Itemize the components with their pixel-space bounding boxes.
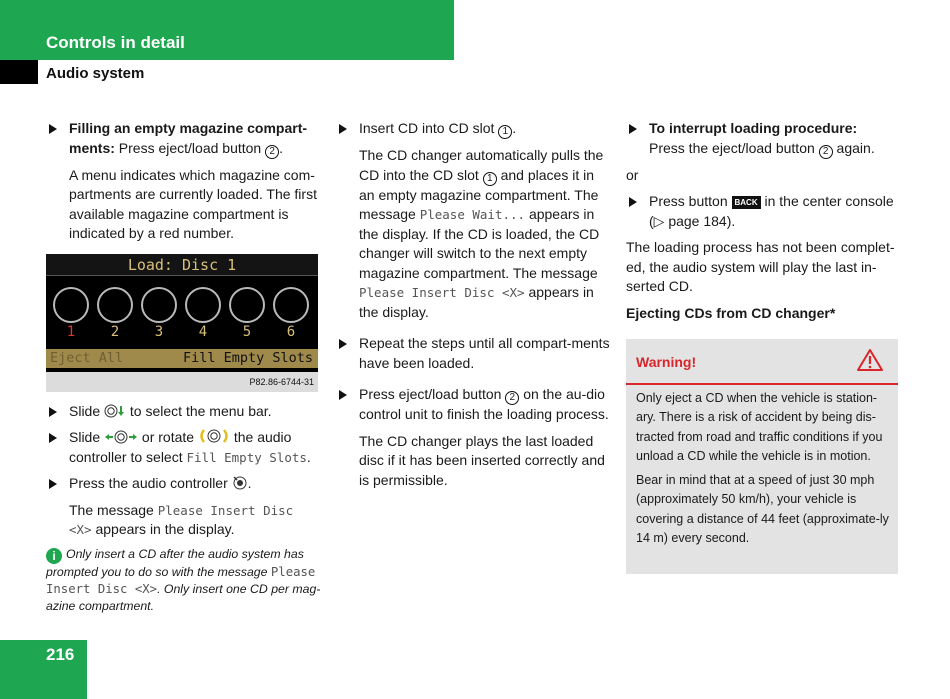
step-text: Repeat the steps until all compart-ments have been loaded. xyxy=(359,335,610,371)
warning-triangle-icon xyxy=(856,348,884,372)
page-title: Controls in detail xyxy=(46,33,185,52)
text: The message xyxy=(69,501,158,518)
menu-eject-all: Eject All xyxy=(50,349,124,366)
warning-title: Warning! xyxy=(636,354,697,370)
callout-number: 2 xyxy=(819,145,833,159)
step-text: to select the menu bar. xyxy=(126,402,272,419)
controller-press-icon xyxy=(232,476,248,490)
step-text: Press the eject/load button xyxy=(649,139,819,156)
punct: . xyxy=(247,475,252,491)
disc-slot xyxy=(97,287,133,323)
controller-slide-down-icon xyxy=(104,404,126,418)
controller-slide-sideways-icon xyxy=(104,430,138,444)
slot-number: 2 xyxy=(110,323,120,340)
display-message: Please Insert Disc <X> xyxy=(69,502,294,537)
paragraph xyxy=(336,146,610,322)
step-text: Slide xyxy=(69,402,105,419)
display-message: Please Wait... xyxy=(419,207,526,222)
column-right xyxy=(626,119,900,330)
step-text: in the center console (▷ page 184). xyxy=(649,193,894,229)
step-text: Press eject/load button xyxy=(114,139,266,156)
step-heading: To interrupt loading procedure: xyxy=(649,120,858,136)
punct: . xyxy=(512,120,517,136)
display-message: Please Insert Disc <X> xyxy=(46,565,316,596)
info-note xyxy=(46,546,322,615)
slot-number: 5 xyxy=(242,323,252,340)
callout-number: 1 xyxy=(498,125,512,139)
paragraph: The loading process has not been complet-ed, the audio system will play the last in-serted CD. xyxy=(626,239,895,294)
step-text: again. xyxy=(832,139,875,156)
text: appears in the display. xyxy=(359,284,594,320)
section-title: Audio system xyxy=(46,65,145,82)
disc-slot xyxy=(185,287,221,323)
bullet-arrow-icon xyxy=(49,479,57,489)
step-text: Slide xyxy=(69,429,105,445)
bullet-arrow-icon xyxy=(49,124,57,134)
bullet-arrow-icon xyxy=(339,339,347,349)
bullet-arrow-icon xyxy=(339,124,347,134)
callout-number: 1 xyxy=(483,172,497,186)
punct: . xyxy=(306,448,311,465)
column-middle xyxy=(336,119,610,497)
magazine-display-figure xyxy=(46,254,318,392)
paragraph: A menu indicates which magazine com-partments are currently loaded. The first available magazine compartment is indicated by a red number. xyxy=(69,166,317,241)
disc-slot xyxy=(229,287,265,323)
info-icon: i xyxy=(46,548,62,564)
step-press-controller xyxy=(46,474,320,494)
slot-number: 6 xyxy=(286,323,296,340)
back-key-icon: BACK xyxy=(732,196,761,209)
text: The CD changer automatically pulls the CD into the CD slot xyxy=(359,147,604,183)
callout-number: 2 xyxy=(505,391,519,405)
slot-number: 4 xyxy=(198,323,208,340)
figure-reference: P82.86-6744-31 xyxy=(249,376,314,387)
text: appears in the display. If the CD is loaded, the CD changer will switch to the next empty magazine compartment. The message xyxy=(359,206,600,281)
step-text: on the au-dio control unit to finish the loading process. xyxy=(359,386,609,422)
disc-slot xyxy=(141,287,177,323)
section-heading: Ejecting CDs from CD changer* xyxy=(626,304,836,321)
display-message: Fill Empty Slots xyxy=(186,449,307,465)
punct: . xyxy=(279,139,283,156)
step-text: Insert CD into CD slot xyxy=(359,120,499,136)
step-text: Press the audio controller xyxy=(69,475,232,491)
bullet-arrow-icon xyxy=(49,407,57,417)
step-slide-rotate xyxy=(46,428,320,467)
bullet-arrow-icon xyxy=(49,433,57,443)
disc-slot xyxy=(273,287,309,323)
step-text: Press eject/load button xyxy=(359,386,506,402)
controller-rotate-icon xyxy=(198,428,230,444)
column-left xyxy=(46,119,320,547)
callout-number: 2 xyxy=(265,145,279,159)
warning-body xyxy=(636,389,892,553)
disc-slot xyxy=(53,287,89,323)
slot-number: 1 xyxy=(66,323,76,340)
text: and places it in an empty magazine compartment. The message xyxy=(359,166,599,222)
page-number: 216 xyxy=(46,645,75,664)
step-fill-magazine xyxy=(46,119,320,159)
paragraph: The CD changer plays the last loaded disc if it has been inserted correctly and is permissible. xyxy=(359,432,605,488)
bullet-arrow-icon xyxy=(339,390,347,400)
step-repeat xyxy=(336,334,610,373)
bullet-arrow-icon xyxy=(629,197,637,207)
note-text: . Only insert one CD per mag-azine compartment. xyxy=(46,582,321,613)
warning-box xyxy=(626,339,898,574)
paragraph xyxy=(46,501,320,540)
step-text: Press button xyxy=(649,193,732,209)
menu-fill-empty-slots: Fill Empty Slots xyxy=(182,349,313,366)
warning-text: Only eject a CD when the vehicle is station-ary. There is a risk of accident by being dis-tracted from road and traffic conditions if you unload a CD while the vehicle is in motion. xyxy=(636,391,883,463)
step-finish-loading xyxy=(336,385,610,425)
warning-text: Bear in mind that at a speed of just 30 mph (approximately 50 km/h), your vehicle is covering a distance of 44 feet (approximate-ly 14 m) every second. xyxy=(636,473,889,546)
step-insert-cd xyxy=(336,119,610,139)
section-marker xyxy=(0,60,38,84)
display-message: Please Insert Disc <X> xyxy=(359,285,525,300)
step-text: or rotate xyxy=(138,429,198,445)
display-title: Load: Disc 1 xyxy=(127,255,237,274)
step-interrupt-loading xyxy=(626,119,900,159)
slot-number: 3 xyxy=(154,323,164,340)
step-text: the audio controller to select xyxy=(69,429,292,465)
step-heading: Filling an empty magazine compart-ments: xyxy=(69,120,308,156)
step-press-back xyxy=(626,192,900,231)
bullet-arrow-icon xyxy=(629,124,637,134)
text: appears in the display. xyxy=(91,521,235,537)
or-separator: or xyxy=(626,166,639,183)
note-text: Only insert a CD after the audio system has prompted you to do so with the message xyxy=(46,547,304,579)
step-slide-down xyxy=(46,402,320,422)
